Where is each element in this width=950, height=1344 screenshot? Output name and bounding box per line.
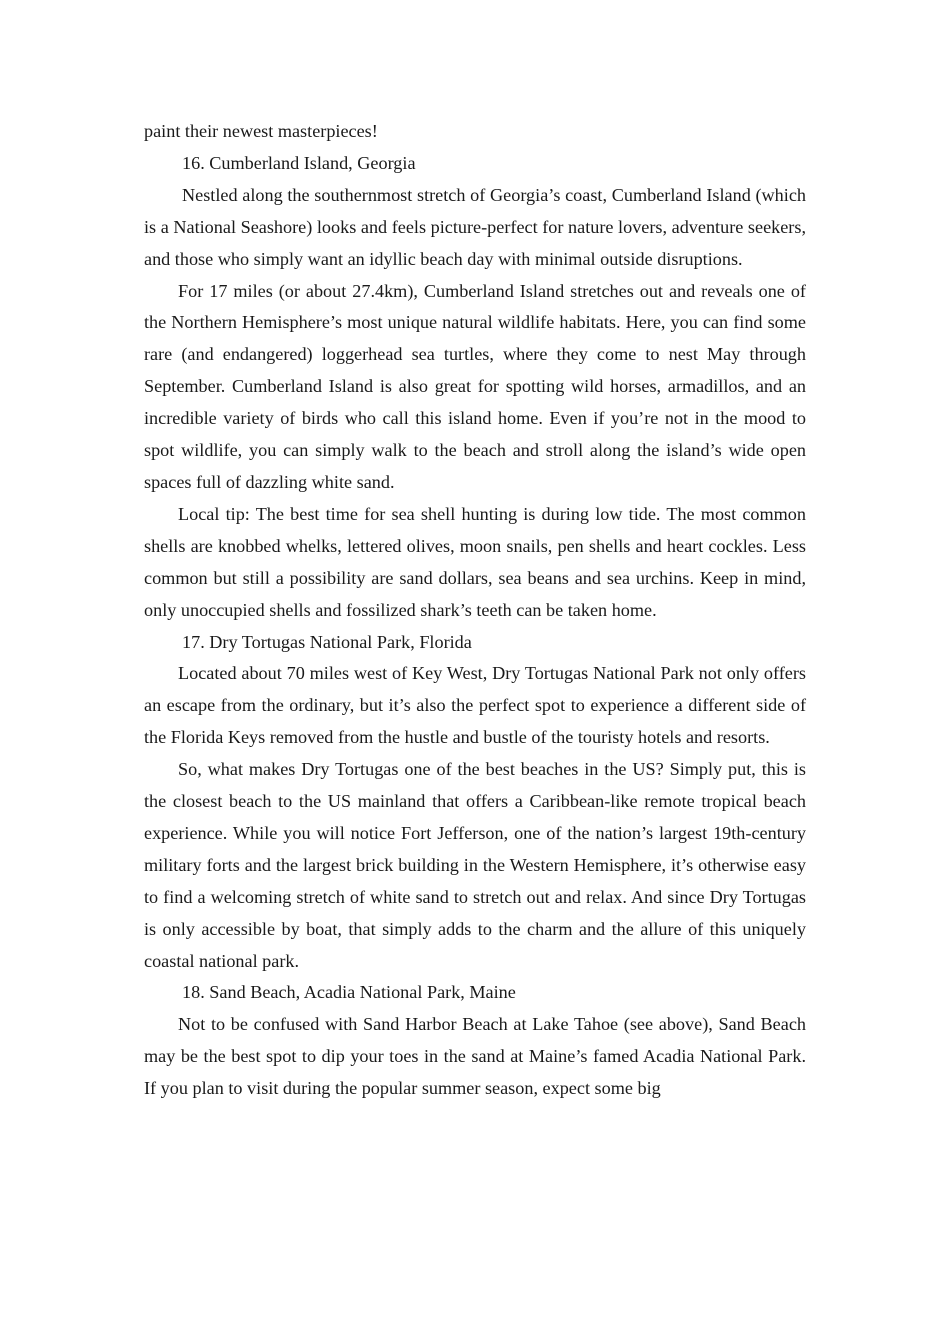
paragraph-continuation: paint their newest masterpieces! [144, 121, 378, 141]
paragraph-dry-tortugas-details: So, what makes Dry Tortugas one of the best beaches in the US? Simply put, this is the closest beach to the US mainland that offers a Caribbean-like remote tropical beach experience. While you will notice Fort Jefferson, one of the nation’s largest 19th-century military forts and the largest brick building in the Western Hemisphere, it’s otherwise easy to find a welcoming stretch of white sand to stretch out and relax. And since Dry Tortugas is only accessible by boat, that simply adds to the charm and the allure of this uniquely coastal national park. [144, 759, 806, 971]
section-heading-17: 17. Dry Tortugas National Park, Florida [182, 631, 472, 652]
paragraph-cumberland-intro: Nestled along the southernmost stretch of Georgia’s coast, Cumberland Island (which is a National Seashore) looks and feels picture-perfect for nature lovers, adventure seekers, and those who simply want an idyllic beach day with minimal outside disruptions. [144, 184, 806, 269]
paragraph-dry-tortugas-intro: Located about 70 miles west of Key West, Dry Tortugas National Park not only offers an escape from the ordinary, but it’s also the perfect spot to experience a different side of the Florida Keys removed from the hustle and bustle of the touristy hotels and resorts. [144, 663, 806, 748]
paragraph-sand-beach-intro: Not to be confused with Sand Harbor Beach at Lake Tahoe (see above), Sand Beach may be the best spot to dip your toes in the sand at Maine’s famed Acadia National Park. If you plan to visit during the popular summer season, expect some big [144, 1014, 806, 1099]
section-heading-18: 18. Sand Beach, Acadia National Park, Maine [182, 982, 516, 1003]
document-page [144, 116, 806, 1105]
paragraph-cumberland-wildlife: For 17 miles (or about 27.4km), Cumberland Island stretches out and reveals one of the Northern Hemisphere’s most unique natural wildlife habitats. Here, you can find some rare (and endangered) loggerhead sea turtles, where they come to nest May through September. Cumberland Island is also great for spotting wild horses, armadillos, and an incredible variety of birds who call this island home. Even if you’re not in the mood to spot wildlife, you can simply walk to the beach and stroll along the island’s wide open spaces full of dazzling white sand. [144, 280, 806, 492]
section-heading-16: 16. Cumberland Island, Georgia [182, 152, 416, 173]
paragraph-cumberland-tip: Local tip: The best time for sea shell hunting is during low tide. The most common shells are knobbed whelks, lettered olives, moon snails, pen shells and heart cockles. Less common but still a possibility are sand dollars, sea beans and sea urchins. Keep in mind, only unoccupied shells and fossilized shark’s teeth can be taken home. [144, 503, 806, 620]
